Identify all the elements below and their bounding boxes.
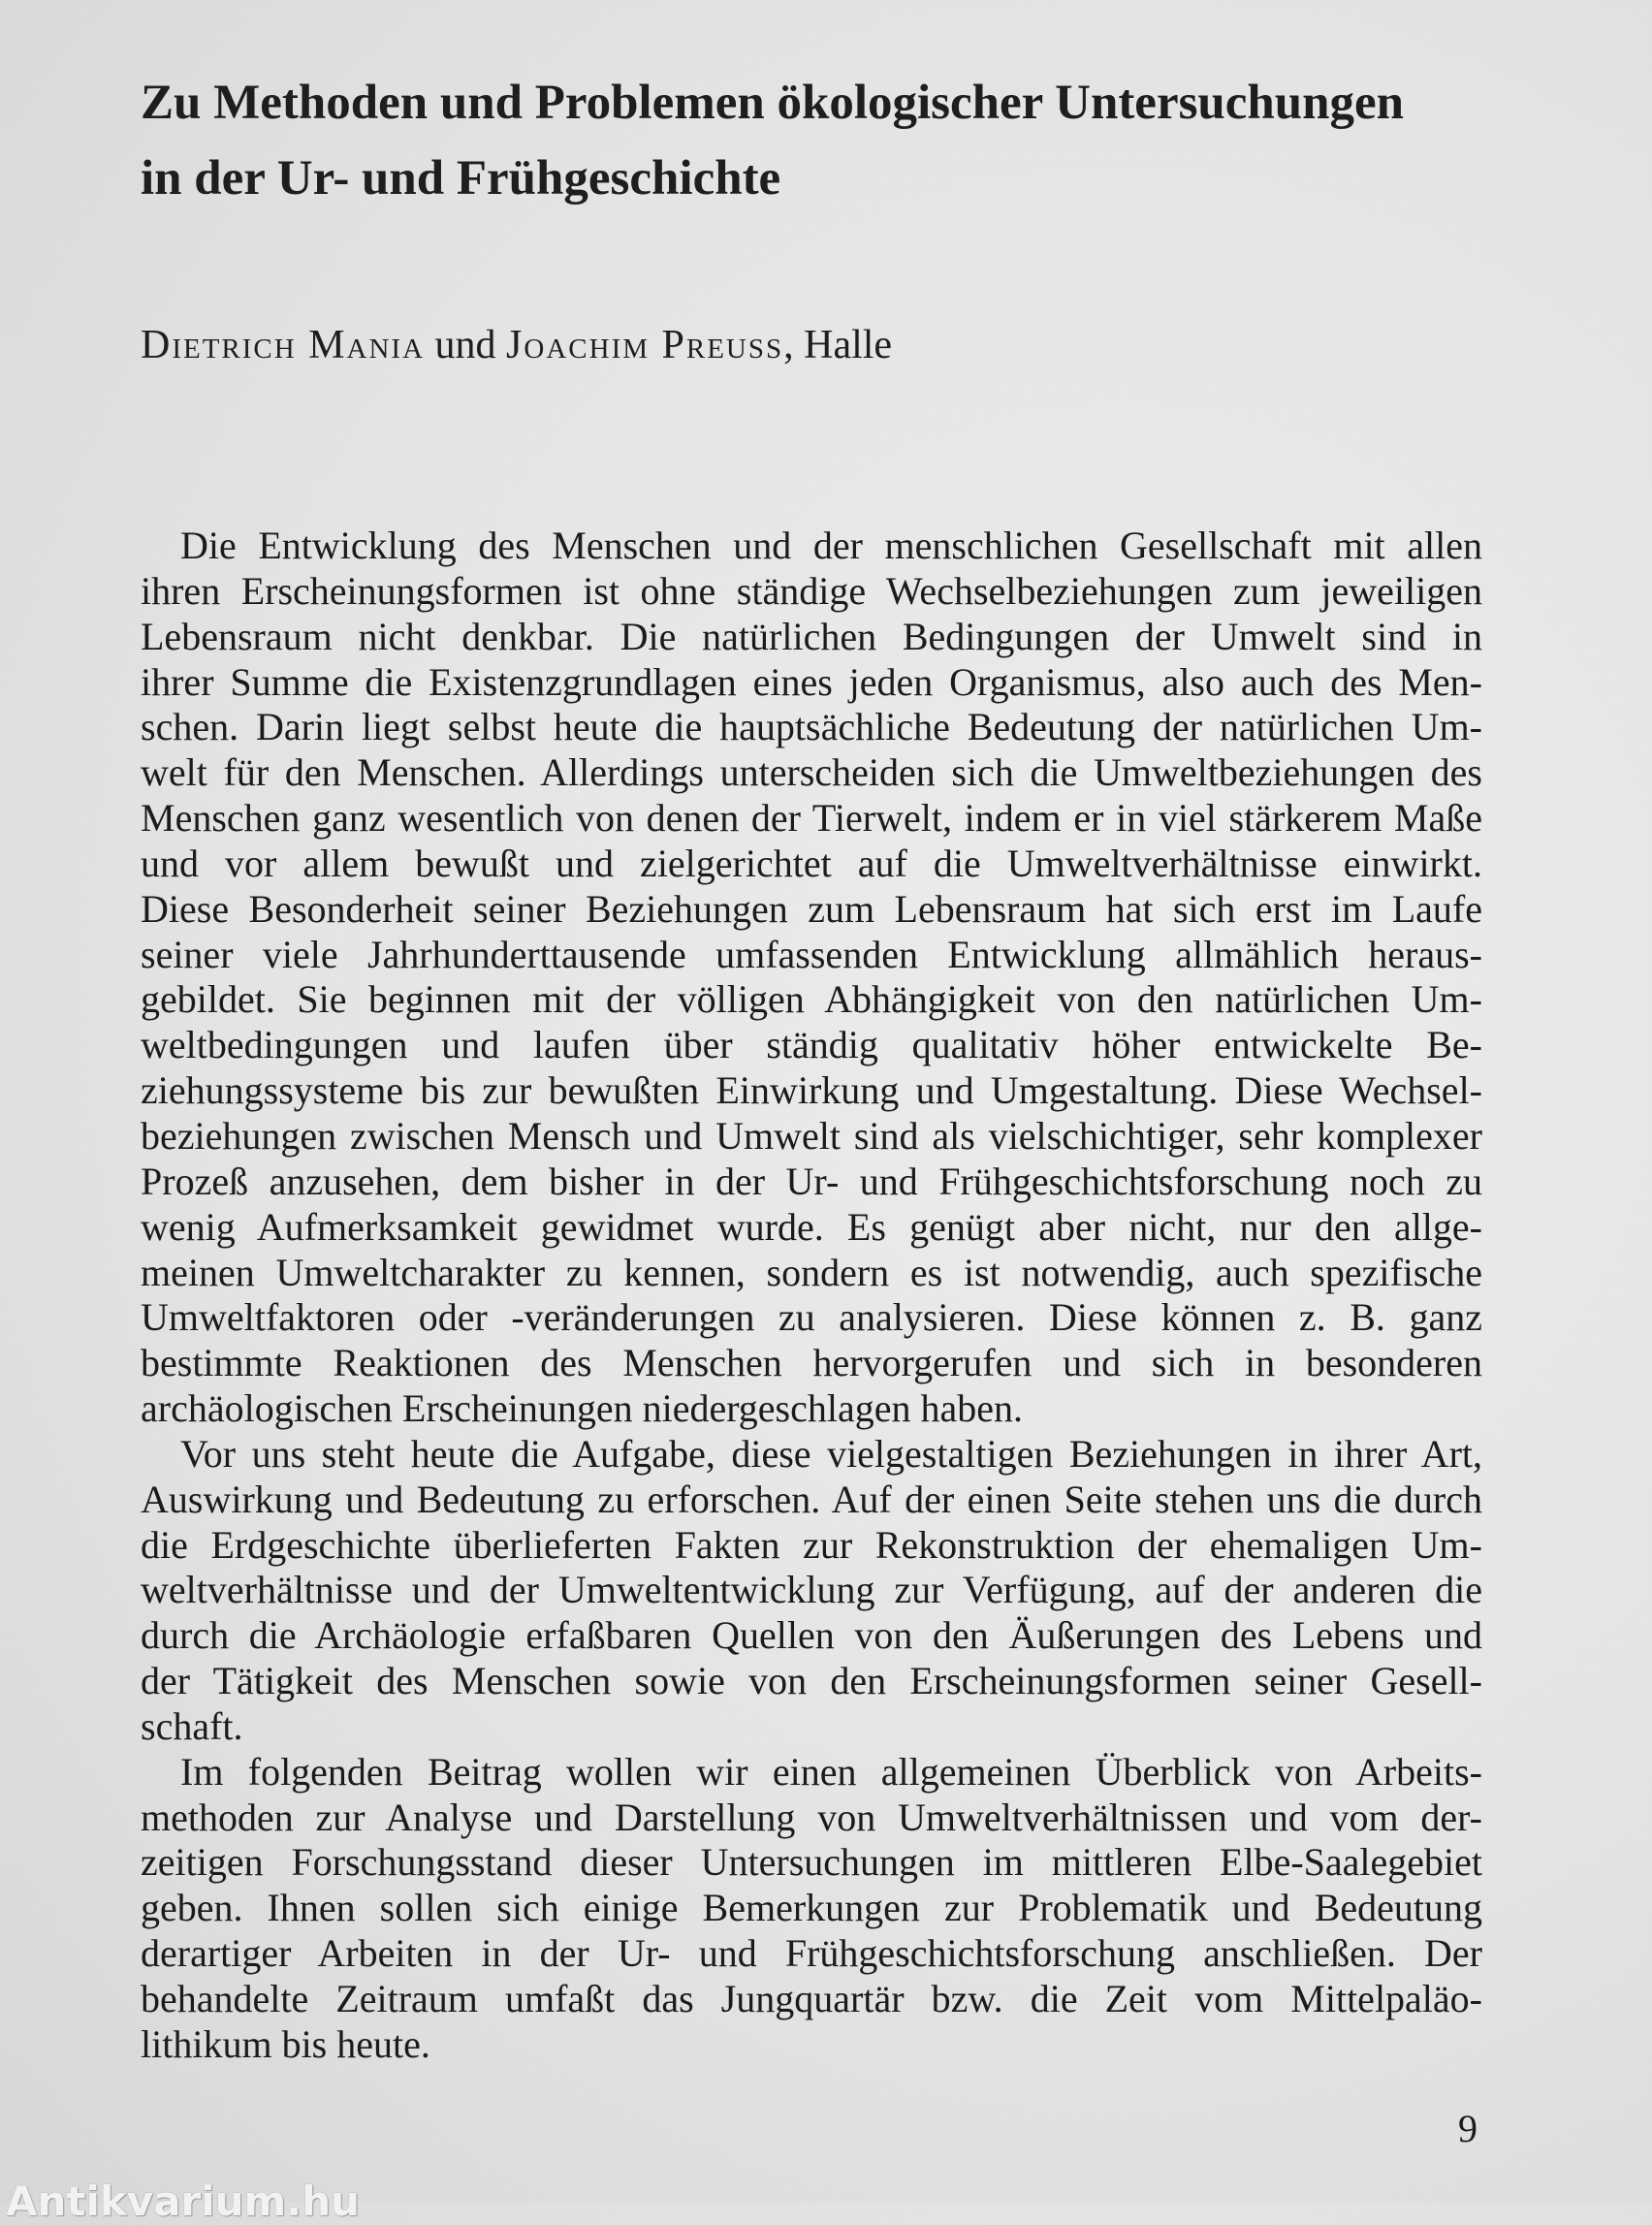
article-body (141, 524, 1482, 2068)
body-line: methoden zur Analyse und Darstellung von Umweltverhältnissen und vom der- (141, 1795, 1482, 1839)
watermark: Antikvarium.hu (6, 2177, 361, 2225)
body-line: die Erdgeschichte überlieferten Fakten zur Rekonstruktion der ehemaligen Um- (141, 1522, 1482, 1567)
body-line: Vor uns steht heute die Aufgabe, diese vielgestaltigen Beziehungen in ihrer Art, (180, 1431, 1482, 1476)
body-line: ihrer Summe die Existenzgrundlagen eines jeden Organismus, also auch des Men- (141, 659, 1482, 704)
author-name: Dietrich Mania (141, 323, 426, 367)
page-number: 9 (1458, 2107, 1477, 2150)
body-line: schen. Darin liegt selbst heute die hauptsächliche Bedeutung der natürlichen Um- (141, 705, 1482, 749)
body-line: schaft. (141, 1703, 243, 1748)
paragraph (141, 524, 1482, 1432)
body-line: gebildet. Sie beginnen mit der völligen Abhängigkeit von den natürlichen Um- (141, 977, 1482, 1022)
body-line: wenig Aufmerksamkeit gewidmet wurde. Es genügt aber nicht, nur den allge- (141, 1204, 1482, 1249)
body-line: beziehungen zwischen Mensch und Umwelt sind als vielschichtiger, sehr komplexer (141, 1113, 1482, 1158)
author-line (141, 323, 892, 368)
article-title (141, 65, 1546, 216)
body-line: Umweltfaktoren oder -veränderungen zu analysieren. Diese können z. B. ganz (141, 1295, 1482, 1340)
body-line: Prozeß anzusehen, dem bisher in der Ur- und Frühgeschichtsforschung noch zu (141, 1159, 1482, 1203)
body-line: ziehungssysteme bis zur bewußten Einwirkung und Umgestaltung. Diese Wechsel- (141, 1068, 1482, 1113)
author-affiliation: , Halle (783, 323, 893, 367)
body-line: und vor allem bewußt und zielgerichtet auf die Umweltverhältnisse einwirkt. (141, 841, 1482, 885)
body-line: durch die Archäologie erfaßbaren Quellen von den Äußerungen des Lebens und (141, 1613, 1482, 1658)
body-line: Diese Besonderheit seiner Beziehungen zum Lebensraum hat sich erst im Laufe (141, 886, 1482, 931)
body-line: weltbedingungen und laufen über ständig qualitativ höher entwickelte Be- (141, 1023, 1482, 1067)
body-line: Im folgenden Beitrag wollen wir einen allgemeinen Überblick von Arbeits- (180, 1749, 1482, 1794)
body-line: lithikum bis heute. (141, 2021, 430, 2066)
paragraph (141, 1750, 1482, 2068)
body-line: meinen Umweltcharakter zu kennen, sondern es ist notwendig, auch spezifische (141, 1250, 1482, 1294)
body-line: zeitigen Forschungsstand dieser Untersuchungen im mittleren Elbe-Saalegebiet (141, 1840, 1482, 1885)
author-name: Joachim Preuss (506, 323, 784, 367)
body-line: der Tätigkeit des Menschen sowie von den Erscheinungsformen seiner Gesell- (141, 1659, 1482, 1703)
body-line: Auswirkung und Bedeutung zu erforschen. Auf der einen Seite stehen uns die durch (141, 1477, 1482, 1521)
body-line: archäologischen Erscheinungen niedergeschlagen haben. (141, 1386, 1023, 1431)
body-line: seiner viele Jahrhunderttausende umfassenden Entwicklung allmählich heraus- (141, 932, 1482, 976)
body-line: geben. Ihnen sollen sich einige Bemerkungen zur Problematik und Bedeutung (141, 1886, 1482, 1930)
body-line: Lebensraum nicht denkbar. Die natürlichen Bedingungen der Umwelt sind in (141, 614, 1482, 658)
title-line: Zu Methoden und Problemen ökologischer Untersuchungen (141, 76, 1405, 130)
body-line: behandelte Zeitraum umfaßt das Jungquartär bzw. die Zeit vom Mittelpaläo- (141, 1977, 1482, 2020)
body-line: weltverhältnisse und der Umweltentwicklung zur Verfügung, auf der anderen die (141, 1568, 1482, 1612)
body-line: welt für den Menschen. Allerdings unterscheiden sich die Umweltbeziehungen des (141, 750, 1482, 795)
title-line: in der Ur- und Frühgeschichte (141, 151, 781, 206)
body-line: Menschen ganz wesentlich von denen der Tierwelt, indem er in viel stärkerem Maße (141, 796, 1482, 841)
body-line: Die Entwicklung des Menschen und der menschlichen Gesellschaft mit allen (180, 524, 1482, 567)
paragraph (141, 1432, 1482, 1750)
body-line: ihren Erscheinungsformen ist ohne ständige Wechselbeziehungen zum jeweiligen (141, 568, 1482, 613)
body-line: derartiger Arbeiten in der Ur- und Frühgeschichtsforschung anschließen. Der (141, 1931, 1482, 1976)
author-conjunction: und (434, 323, 496, 367)
body-line: bestimmte Reaktionen des Menschen hervorgerufen und sich in besonderen (141, 1341, 1482, 1385)
